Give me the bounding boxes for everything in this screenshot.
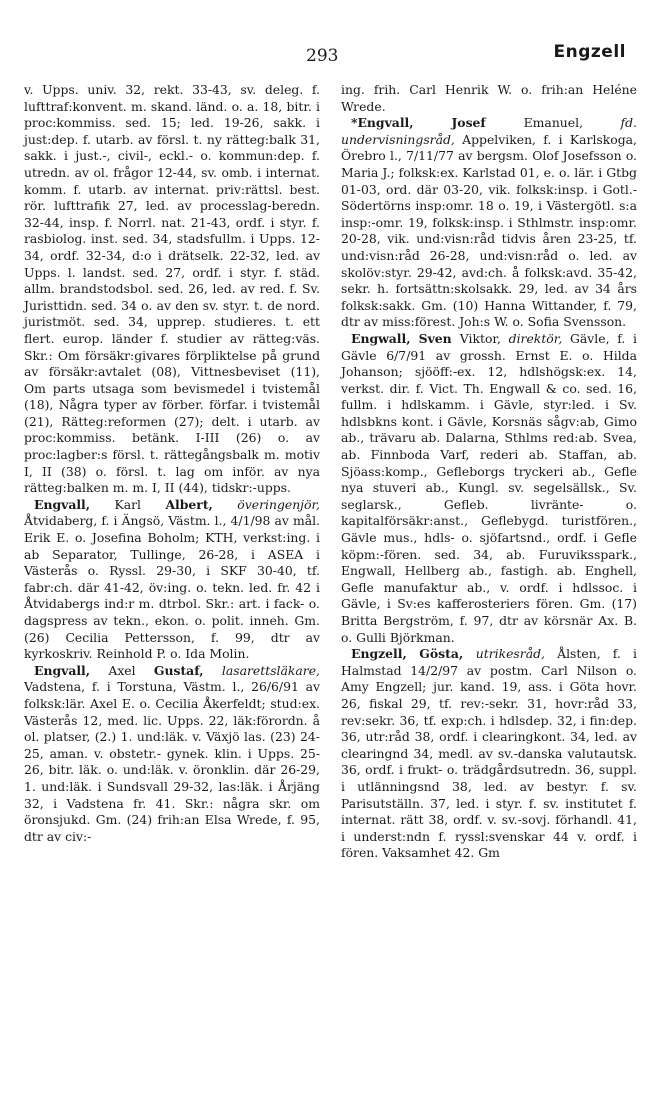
- entry-text: Åtvidaberg, f. i Ängsö, Västm. l., 4/1/98 av mål. Erik E. o. Josefina Boholm; KTH, verkst:ing. i ab Separator, Tullinge, 26-28, i ASEA i Västerås o. Ryssl. 29-30, i SKF 30-40, tf. fabr:ch. där 41-42, öv:ing. o. tekn. led. fr. 42 i Åtvidabergs ind:r m. dtrbol. Skr.: art. i fack- o. dagspress av tekn., ekon. o. polit. inneh. Gm. (26) Cecilia Pettersson, f. 99, dtr av kyrkoskriv. Reinhold P. o. Ida Molin.: [24, 513, 320, 662]
- entry-given-name: Emanuel,: [523, 115, 621, 131]
- entry-title: direktör,: [508, 330, 563, 346]
- entry-surname: Engwall,: [351, 330, 411, 346]
- left-column: [24, 82, 320, 845]
- entry-title: överingenjör,: [212, 496, 320, 512]
- entry-text: Appelviken, f. i Karlskoga, Örebro l., 7/11/77 av bergsm. Olof Josefsson o. Maria J.; folksk:ex. Karlstad 01, e. o. lär. i Gtbg 01-03, ord. där 03-20, vik. folksk:insp. i Gotl.-Södertörns insp:omr. 18 o. 19, i Västergötl. s:a insp:-omr. 19, folksk:insp. i Sthlmstr. insp:omr. 20-28, vik. und:visn:råd tidvis åren 23-25, tf. und:visn:råd 26-28, und:visn:råd o. led. av skolöv:styr. 29-42, avd:ch. å folksk:avd. 35-42, sekr. h. fortsättn:skolsakk. 29, led. av 34 års folksk:sakk. Gm. (10) Hanna Wittander, f. 79, dtr av miss:förest. Joh:s W. o. Sofia Svensson.: [341, 131, 637, 330]
- entry-engwall-sven: [341, 331, 637, 646]
- entry-text: v. Upps. univ. 32, rekt. 33-43, sv. deleg. f. lufttraf:konvent. m. skand. länd. o. a. 18, bitr. i proc:kommiss. sed. 15; led. 19-26, sakk. i just:dep. f. utarb. av försl. t. ny rätteg:balk 31, sakk. i just.-, civil-, eckl.- o. kommun:dep. f. utredn. av ol. frågor 12-44, sv. omb. i internat. komm. f. utarb. av internat. priv:rättsl. best. rör. lufttrafik 27, led. av processlag-beredn. 32-44, insp. f. Norrl. nat. 21-43, ordf. i styr. f. rasbiolog. inst. sed. 34, stadsfullm. i Upps. 12-34, ordf. 32-34, d:o i drätselk. 22-32, led. av Upps. l. landst. sed. 27, ordf. i styr. f. städ. allm. brandstodsbol. sed. 26, led. av red. f. Sv. Juristtidn. sed. 34 o. av den sv. styr. t. de nord. juristmöt. sed. 34, upprep. studieres. t. ett flert. europ. länder f. studier av rätteg:väs. Skr.: Om försäkr:givares förpliktelse på grund av försäkr:avtalet (08), Vittnesbeviset (11), Om parts utsaga som bevismedel i tvistemål (18), Några typer av förber. förfar. i tvistemål (21), Rätteg:reformen (27); delt. i utarb. av proc:kommiss. betänk. I-III (26) o. av proc:lagber:s försl. t. rättegångsbalk m. motiv I, II (38) o. försl. t. lag om inför. av nya rätteg:balken m. m. I, II (44), tidskr:-upps.: [24, 82, 320, 496]
- page-number: 293: [306, 46, 339, 66]
- entry-engzell-gosta: [341, 646, 637, 862]
- asterisk-mark: *: [351, 115, 358, 131]
- entry-given-name: Karl: [90, 496, 166, 512]
- entry-text: ing. frih. Carl Henrik W. o. frih:an Heléne Wrede.: [341, 82, 637, 114]
- entry-text: Vadstena, f. i Torstuna, Västm. l., 26/6/91 av folksk:lär. Axel E. o. Cecilia Åkerfeldt; stud:ex. Västerås 12, med. lic. Upps. 22, läk:förordn. å ol. platser, (2.) 1. und:läk. v. Växjö las. (23) 24-25, aman. v. obstetr.- gynek. klin. i Upps. 25-26, bitr. läk. o. und:läk. v. öronklin. där 26-29, 1. und:läk. i Sundsvall 29-32, las:läk. i Årjäng 32, i Vadstena fr. 41. Skr.: några skr. om öronsjukd. Gm. (24) frih:an Elsa Wrede, f. 95, dtr av civ:-: [24, 679, 320, 844]
- entry-continuation: [341, 82, 637, 115]
- entry-surname: Engzell,: [351, 646, 407, 662]
- entry-engvall-axel-gustaf: [24, 663, 320, 846]
- entry-surname: Engvall,: [357, 115, 414, 131]
- running-head: Engzell: [553, 42, 626, 62]
- entry-title: fd. undervisningsråd,: [341, 115, 637, 147]
- entry-engvall-josef: [341, 115, 637, 331]
- entry-surname: Engvall,: [34, 662, 91, 678]
- entry-call-name: Albert,: [165, 496, 213, 512]
- entry-title: utrikesråd,: [475, 646, 545, 662]
- entry-continuation: [24, 82, 320, 497]
- entry-title: lasarettsläkare,: [203, 662, 320, 678]
- entry-engvall-karl-albert: [24, 497, 320, 663]
- right-column: [341, 82, 637, 862]
- entry-given-name: Viktor,: [459, 330, 509, 346]
- entry-given-name: Axel: [90, 662, 154, 678]
- entry-call-name: Sven: [410, 330, 460, 346]
- entry-surname: Engvall,: [34, 496, 91, 512]
- entry-call-name: Gösta,: [406, 646, 476, 662]
- entry-text: Gävle, f. i Gävle 6/7/91 av grossh. Ernst E. o. Hilda Johanson; sjööff:-ex. 12, hdlshögsk:ex. 14, verkst. dir. f. Vict. Th. Engwall & co. sed. 16, fullm. i hdlskamm. i Gävle, styr:led. i Sv. hdlsbkns kont. i Gävle, Korsnäs sågv:ab, Gimo ab., trävaru ab. Dalarna, Sthlms red:ab. Svea, ab. Finnboda Varf, rederi ab. Staffan, ab. Sjöass:komp., Gefleborgs tryckeri ab., Gefle nya stuveri ab., Kungl. sv. segelsällsk., Sv. seglarsk., Gefleb. livränte- o. kapitalförsäkr:anst., Geflebygd. turistfören., Gävle mus., hdls- o. sjöfartsnd., ordf. i Gefle köpm:-fören. sed. 34, ab. Furuviksspark., Engwall, Hellberg ab., fastigh. ab. Enghell, Gefle manufaktur ab., v. ordf. i hdlssoc. i Gävle, i Sv:es kafferosteriers fören. Gm. (17) Britta Bergström, f. 97, dtr av körsnär Ax. B. o. Gulli Björkman.: [341, 330, 637, 645]
- entry-call-name: Josef: [413, 115, 524, 131]
- entry-text: Ålsten, f. i Halmstad 14/2/97 av postm. Carl Nilson o. Amy Engzell; jur. kand. 19, ass. i Göta hovr. 26, fiskal 29, tf. rev:-sekr. 31, hovr:råd 33, rev:sekr. 36, tf. exp:ch. i hdlsdep. 32, i fin:dep. 36, utr:råd 38, ordf. i clearingkont. 34, led. av clearingnd 34, medl. av sv.-danska valutautsk. 36, ordf. i frukt- o. trädgårdsutredn. 36, suppl. i utlänningsnd 38, led. av bestyr. f. sv. Parisutställn. 37, led. i styr. f. sv. institutet f. internat. rätt 38, ordf. v. sv.-sovj. förhandl. 41, i underst:ndn f. ryssl:svenskar 44 v. ordf. i fören. Vaksamhet 42. Gm: [341, 646, 637, 861]
- entry-call-name: Gustaf,: [153, 662, 204, 678]
